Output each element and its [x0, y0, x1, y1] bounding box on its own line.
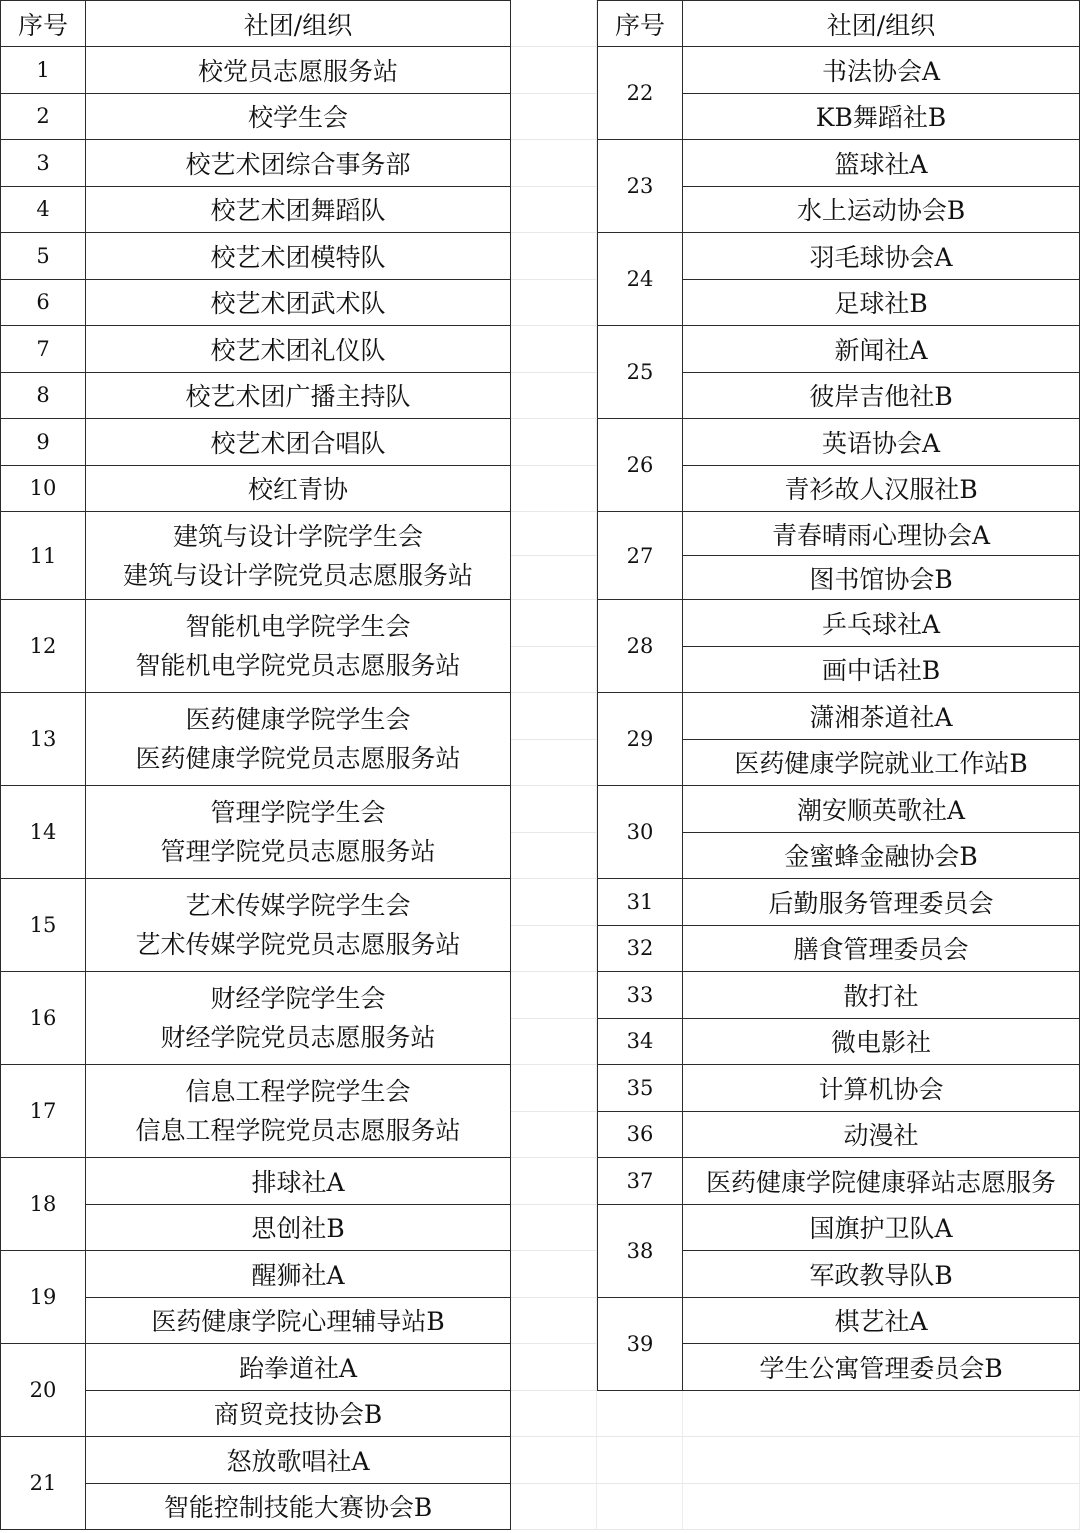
organization-cell	[86, 786, 511, 879]
organization-line: 管理学院学生会	[210, 798, 386, 827]
empty-grid-cell	[597, 1391, 683, 1438]
organization-cell: 后勤服务管理委员会	[683, 879, 1080, 926]
organization-cell: 医药健康学院心理辅导站B	[86, 1298, 511, 1345]
row-number-cell: 7	[0, 326, 86, 373]
organization-cell: 校党员志愿服务站	[86, 47, 511, 94]
empty-grid-cell	[511, 187, 597, 234]
organization-line: 建筑与设计学院党员志愿服务站	[122, 560, 473, 590]
row-number-cell: 36	[597, 1112, 683, 1159]
empty-grid-cell	[511, 1391, 597, 1438]
header-organization-cell: 社团/组织	[86, 0, 511, 47]
empty-grid-cell	[511, 326, 597, 373]
organization-cell: 医药健康学院健康驿站志愿服务	[683, 1158, 1080, 1205]
organization-line: 医药健康学院党员志愿服务站	[135, 744, 461, 773]
organization-cell: 醒狮社A	[86, 1251, 511, 1298]
organization-cell: 校学生会	[86, 94, 511, 141]
row-number-cell: 39	[597, 1298, 683, 1391]
organization-cell: 乒乓球社A	[683, 600, 1080, 647]
organization-cell: 校艺术团模特队	[86, 233, 511, 280]
organization-line: 信息工程学院学生会	[185, 1077, 411, 1106]
row-number-cell: 19	[0, 1251, 86, 1344]
organization-cell: 跆拳道社A	[86, 1344, 511, 1391]
empty-grid-cell	[597, 1484, 683, 1531]
organization-cell: 青春晴雨心理协会A	[683, 512, 1080, 556]
organization-cell: 学生公寓管理委员会B	[683, 1344, 1080, 1391]
row-number-cell: 32	[597, 926, 683, 973]
organization-cell: 校艺术团合唱队	[86, 419, 511, 466]
empty-grid-cell	[511, 879, 597, 926]
organization-cell	[86, 972, 511, 1065]
row-number-cell: 28	[597, 600, 683, 693]
empty-grid-cell	[511, 1484, 597, 1531]
organization-line: 管理学院党员志愿服务站	[160, 837, 436, 866]
organization-cell: 篮球社A	[683, 140, 1080, 187]
organization-line: 智能机电学院党员志愿服务站	[135, 651, 461, 680]
empty-grid-cell	[511, 280, 597, 327]
organization-line: 医药健康学院学生会	[185, 705, 411, 734]
organization-cell: 医药健康学院就业工作站B	[683, 740, 1080, 787]
row-number-cell: 18	[0, 1158, 86, 1251]
row-number-cell: 24	[597, 233, 683, 326]
empty-grid-cell	[511, 1065, 597, 1112]
row-number-cell: 38	[597, 1205, 683, 1298]
organization-cell: 足球社B	[683, 280, 1080, 327]
row-number-cell: 20	[0, 1344, 86, 1437]
row-number-cell: 6	[0, 280, 86, 327]
organization-line: 财经学院党员志愿服务站	[160, 1023, 436, 1052]
empty-grid-cell	[511, 419, 597, 466]
row-number-cell: 27	[597, 512, 683, 600]
organization-cell: 彼岸吉他社B	[683, 373, 1080, 420]
empty-grid-cell	[511, 1205, 597, 1252]
organization-line: 财经学院学生会	[210, 984, 386, 1013]
organization-cell: 散打社	[683, 972, 1080, 1019]
empty-grid-cell	[511, 600, 597, 647]
organization-cell: 商贸竞技协会B	[86, 1391, 511, 1438]
empty-grid-cell	[511, 972, 597, 1019]
organization-cell: 水上运动协会B	[683, 187, 1080, 234]
organization-cell: 思创社B	[86, 1205, 511, 1252]
empty-grid-cell	[511, 0, 597, 47]
row-number-cell: 12	[0, 600, 86, 693]
organization-cell: 英语协会A	[683, 419, 1080, 466]
organization-cell: 书法协会A	[683, 47, 1080, 94]
organization-cell: 国旗护卫队A	[683, 1205, 1080, 1252]
row-number-cell: 9	[0, 419, 86, 466]
organization-cell: 棋艺社A	[683, 1298, 1080, 1345]
empty-grid-cell	[511, 693, 597, 740]
organization-line: 信息工程学院党员志愿服务站	[135, 1116, 461, 1145]
empty-grid-cell	[511, 556, 597, 600]
row-number-cell: 10	[0, 466, 86, 513]
empty-grid-cell	[511, 1251, 597, 1298]
organization-cell: 潮安顺英歌社A	[683, 786, 1080, 833]
organization-cell: 动漫社	[683, 1112, 1080, 1159]
organization-cell: 新闻社A	[683, 326, 1080, 373]
row-number-cell: 25	[597, 326, 683, 419]
empty-grid-cell	[597, 1437, 683, 1484]
empty-grid-cell	[511, 94, 597, 141]
row-number-cell: 5	[0, 233, 86, 280]
empty-grid-cell	[511, 233, 597, 280]
organization-cell: 军政教导队B	[683, 1251, 1080, 1298]
organization-cell: 智能控制技能大赛协会B	[86, 1484, 511, 1531]
empty-grid-cell	[511, 1344, 597, 1391]
row-number-cell: 37	[597, 1158, 683, 1205]
organization-cell: 画中话社B	[683, 647, 1080, 694]
header-number-cell: 序号	[0, 0, 86, 47]
row-number-cell: 22	[597, 47, 683, 140]
header-number-cell: 序号	[597, 0, 683, 47]
empty-grid-cell	[511, 1298, 597, 1345]
row-number-cell: 23	[597, 140, 683, 233]
organization-line: 智能机电学院学生会	[185, 612, 411, 641]
organization-cell: 校艺术团武术队	[86, 280, 511, 327]
empty-grid-cell	[511, 466, 597, 513]
empty-grid-cell	[683, 1484, 1080, 1531]
row-number-cell: 35	[597, 1065, 683, 1112]
organization-line: 建筑与设计学院学生会	[172, 521, 423, 551]
organization-cell: 潇湘茶道社A	[683, 693, 1080, 740]
organization-cell: 金蜜蜂金融协会B	[683, 833, 1080, 880]
organization-cell	[86, 600, 511, 693]
organization-cell: KB舞蹈社B	[683, 94, 1080, 141]
organization-cell: 校艺术团广播主持队	[86, 373, 511, 420]
row-number-cell: 31	[597, 879, 683, 926]
row-number-cell: 30	[597, 786, 683, 879]
row-number-cell: 21	[0, 1437, 86, 1530]
organization-cell	[86, 1065, 511, 1158]
organization-cell: 计算机协会	[683, 1065, 1080, 1112]
empty-grid-cell	[511, 1112, 597, 1159]
row-number-cell: 15	[0, 879, 86, 972]
header-organization-cell: 社团/组织	[683, 0, 1080, 47]
empty-grid-cell	[511, 1437, 597, 1484]
empty-grid-cell	[511, 647, 597, 694]
empty-grid-cell	[511, 47, 597, 94]
organization-cell	[86, 512, 511, 600]
organization-cell	[86, 693, 511, 786]
empty-grid-cell	[511, 140, 597, 187]
empty-grid-cell	[511, 833, 597, 880]
organization-cell: 校艺术团综合事务部	[86, 140, 511, 187]
empty-grid-cell	[511, 512, 597, 556]
empty-grid-cell	[511, 740, 597, 787]
empty-grid-cell	[511, 1019, 597, 1066]
row-number-cell: 8	[0, 373, 86, 420]
row-number-cell: 1	[0, 47, 86, 94]
empty-grid-cell	[683, 1437, 1080, 1484]
organization-cell: 膳食管理委员会	[683, 926, 1080, 973]
row-number-cell: 13	[0, 693, 86, 786]
organization-cell: 排球社A	[86, 1158, 511, 1205]
row-number-cell: 26	[597, 419, 683, 512]
organization-line: 艺术传媒学院学生会	[185, 891, 411, 920]
organization-cell: 青衫故人汉服社B	[683, 466, 1080, 513]
empty-grid-cell	[511, 786, 597, 833]
row-number-cell: 29	[597, 693, 683, 786]
row-number-cell: 3	[0, 140, 86, 187]
empty-grid-cell	[511, 1158, 597, 1205]
organization-cell: 校艺术团舞蹈队	[86, 187, 511, 234]
organization-cell: 校艺术团礼仪队	[86, 326, 511, 373]
empty-grid-cell	[511, 373, 597, 420]
organization-cell: 校红青协	[86, 466, 511, 513]
organization-cell: 怒放歌唱社A	[86, 1437, 511, 1484]
empty-grid-cell	[683, 1391, 1080, 1438]
row-number-cell: 4	[0, 187, 86, 234]
organization-cell: 微电影社	[683, 1019, 1080, 1066]
row-number-cell: 11	[0, 512, 86, 600]
organization-cell: 羽毛球协会A	[683, 233, 1080, 280]
organization-cell: 图书馆协会B	[683, 556, 1080, 600]
organization-cell	[86, 879, 511, 972]
row-number-cell: 34	[597, 1019, 683, 1066]
row-number-cell: 33	[597, 972, 683, 1019]
row-number-cell: 14	[0, 786, 86, 879]
organization-line: 艺术传媒学院党员志愿服务站	[135, 930, 461, 959]
row-number-cell: 17	[0, 1065, 86, 1158]
empty-grid-cell	[511, 926, 597, 973]
row-number-cell: 2	[0, 94, 86, 141]
row-number-cell: 16	[0, 972, 86, 1065]
